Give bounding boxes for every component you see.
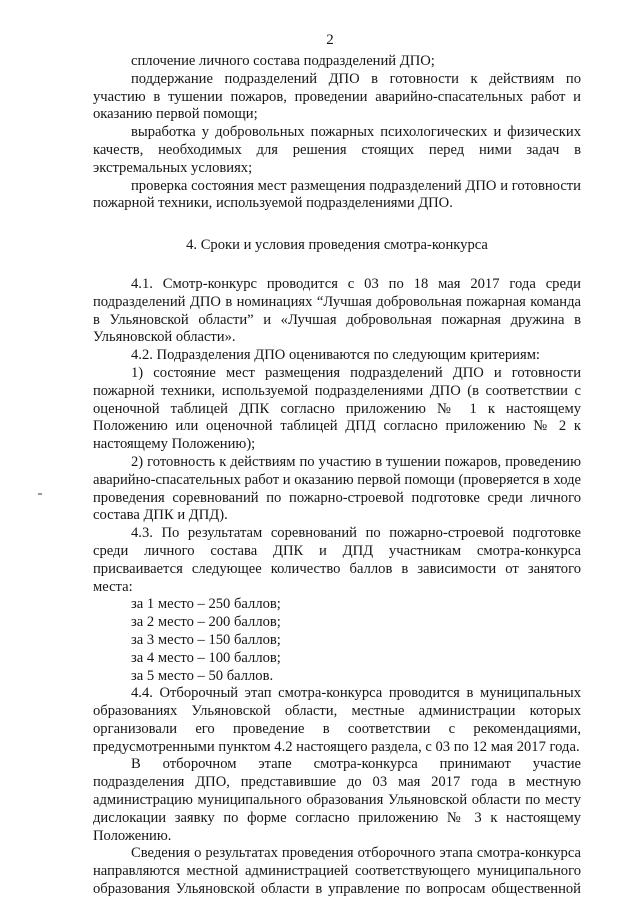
page-number: 2 [326,32,334,48]
list-item: за 4 место – 100 баллов; [131,649,281,666]
list-item: за 3 место – 150 баллов; [131,631,281,648]
paragraph-selection-stage: В отборочном этапе смотра-конкурса принимают участие подразделения ДПО, представившие до 03 мая 2017 года в местную администрацию муниципального образования Ульяновской области по месту дислокации заявку по форме согласно приложению № 3 к настоящему Положению. [93,756,581,844]
paragraph-readiness: поддержание подразделений ДПО в готовности к действиям по участию в тушении пожаров, проведении аварийно-спасательных работ и оказанию первой помощи; [93,70,581,123]
list-item: за 1 место – 250 баллов; [131,596,281,613]
clause-4-4: 4.4. Отборочный этап смотра-конкурса проводится в муниципальных образованиях Ульяновской области, местные администрации которых организовали его проведение в соответствии с рекомендациями, предусмотренными пунктом 4.2 настоящего раздела, с 03 по 12 мая 2017 года. [93,685,581,755]
margin-mark [38,493,42,495]
paragraph-results-line-1: Сведения о результатах проведения отборочного этапа смотра-конкурса [131,845,581,862]
paragraph-results-line-2: направляются местной администрацией соответствующего муниципального [93,863,581,880]
document-body [93,53,581,899]
places-list [93,596,581,685]
paragraph-qualities: выработка у добровольных пожарных психологических и физических качеств, необходимых для решения стоящих перед ними задач в экстремальных условиях; [93,124,581,176]
list-item: за 2 место – 200 баллов; [131,614,281,631]
clause-4-3: 4.3. По результатам соревнований по пожарно-строевой подготовке среди личного состава ДПК и ДПД участникам смотра-конкурса присваивается следующее количество баллов в зависимости от занятого места: [93,525,581,595]
clause-4-2-item-2: 2) готовность к действиям по участию в тушении пожаров, проведению аварийно-спасательных работ и оказанию первой помощи (проверяется в ходе проведения соревнований по пожарно-строевой подготовке среди личного состава ДПК и ДПД). [93,453,581,524]
paragraph-inspection: проверка состояния мест размещения подразделений ДПО и готовности пожарной техники, используемой подразделениями ДПО. [93,177,581,212]
paragraph-cohesion: сплочение личного состава подразделений ДПО; [131,53,435,69]
clause-4-1: 4.1. Смотр-конкурс проводится с 03 по 18 мая 2017 года среди подразделений ДПО в номинациях “Лучшая добровольная пожарная команда в Ульяновской области” и «Лучшая добровольная пожарная дружина в Ульяновской области». [93,275,581,346]
section-title: 4. Сроки и условия проведения смотра-конкурса [186,237,488,254]
clause-4-2: 4.2. Подразделения ДПО оцениваются по следующим критериям: [131,347,540,364]
clause-4-2-item-1: 1) состояние мест размещения подразделений ДПО и готовности пожарной техники, используемой подразделениями ДПО (в соответствии с оценочной таблицей ДПК согласно приложению № 1 к настоящему Положению или оценочной таблицей ДПД согласно приложению № 2 к настоящему Положению); [93,364,581,453]
paragraph-results-line-3: образования Ульяновской области в управление по вопросам общественной [93,881,581,898]
list-item: за 5 место – 50 баллов. [131,667,274,684]
